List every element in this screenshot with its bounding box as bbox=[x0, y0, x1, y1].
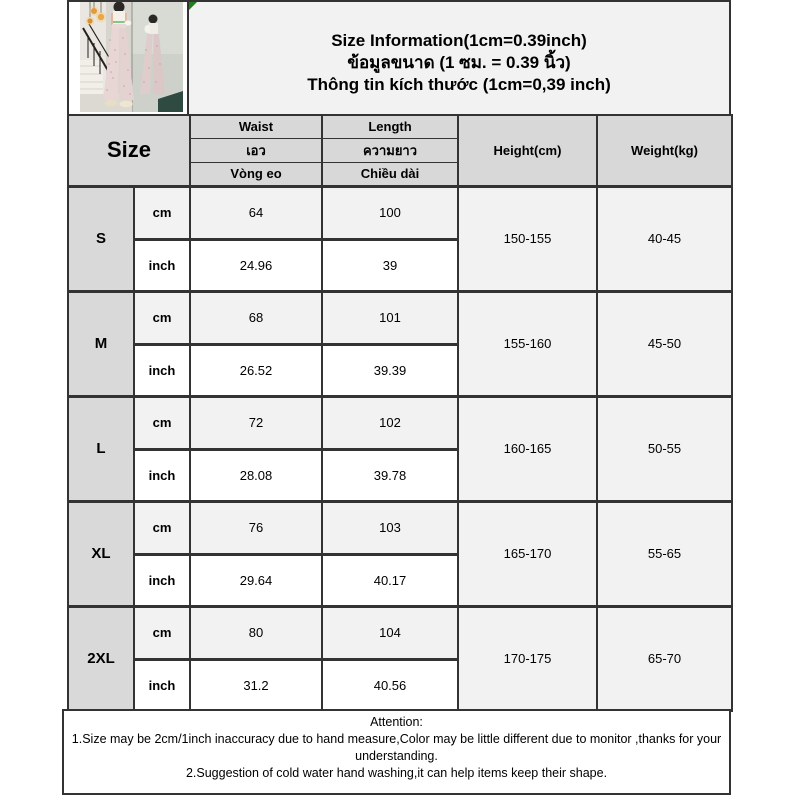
length-inch-cell: 39.39 bbox=[322, 344, 458, 396]
unit-cm-label: cm bbox=[134, 606, 190, 659]
waist-inch-cell: 29.64 bbox=[190, 554, 322, 606]
weight-cell: 55-65 bbox=[597, 501, 732, 606]
waist-header-vi: Vòng eo bbox=[190, 162, 322, 186]
attention-box bbox=[62, 709, 731, 795]
unit-inch-label: inch bbox=[134, 239, 190, 291]
size-cell: XL bbox=[68, 501, 134, 606]
header-row-en bbox=[68, 115, 732, 138]
waist-header-en: Waist bbox=[190, 115, 322, 138]
waist-inch-cell: 31.2 bbox=[190, 659, 322, 711]
product-photo-cell bbox=[67, 0, 189, 116]
unit-inch-label: inch bbox=[134, 449, 190, 501]
waist-cm-cell: 72 bbox=[190, 396, 322, 449]
waist-inch-cell: 28.08 bbox=[190, 449, 322, 501]
height-cell: 160-165 bbox=[458, 396, 597, 501]
waist-inch-cell: 26.52 bbox=[190, 344, 322, 396]
size-header: Size bbox=[68, 115, 190, 186]
length-header-th: ความยาว bbox=[322, 138, 458, 162]
length-cm-cell: 104 bbox=[322, 606, 458, 659]
unit-inch-label: inch bbox=[134, 659, 190, 711]
waist-cm-cell: 68 bbox=[190, 291, 322, 344]
waist-cm-cell: 64 bbox=[190, 186, 322, 239]
unit-cm-label: cm bbox=[134, 501, 190, 554]
size-cell: 2XL bbox=[68, 606, 134, 711]
size-cell: L bbox=[68, 396, 134, 501]
attention-heading: Attention: bbox=[370, 715, 423, 729]
length-cm-cell: 103 bbox=[322, 501, 458, 554]
green-corner-flag-icon bbox=[189, 2, 197, 10]
height-cell: 170-175 bbox=[458, 606, 597, 711]
unit-inch-label: inch bbox=[134, 344, 190, 396]
height-header: Height(cm) bbox=[458, 115, 597, 186]
length-inch-cell: 40.56 bbox=[322, 659, 458, 711]
title-thai: ข้อมูลขนาด (1 ซม. = 0.39 นิ้ว) bbox=[347, 53, 571, 72]
waist-header-th: เอว bbox=[190, 138, 322, 162]
unit-inch-label: inch bbox=[134, 554, 190, 606]
size-table bbox=[67, 114, 731, 712]
height-cell: 155-160 bbox=[458, 291, 597, 396]
height-cell: 150-155 bbox=[458, 186, 597, 291]
table-row-2xl-cm bbox=[68, 606, 732, 659]
length-inch-cell: 39.78 bbox=[322, 449, 458, 501]
attention-note-1: 1.Size may be 2cm/1inch inaccuracy due to hand measure,Color may be little different due to monitor ,thanks for your understanding. bbox=[71, 732, 722, 763]
weight-cell: 50-55 bbox=[597, 396, 732, 501]
attention-note-2: 2.Suggestion of cold water hand washing,it can help items keep their shape. bbox=[185, 766, 608, 780]
length-header-vi: Chiều dài bbox=[322, 162, 458, 186]
size-cell: S bbox=[68, 186, 134, 291]
length-inch-cell: 40.17 bbox=[322, 554, 458, 606]
table-row-m-cm bbox=[68, 291, 732, 344]
length-cm-cell: 100 bbox=[322, 186, 458, 239]
weight-cell: 45-50 bbox=[597, 291, 732, 396]
unit-cm-label: cm bbox=[134, 186, 190, 239]
product-photo-image bbox=[80, 2, 183, 112]
length-inch-cell: 39 bbox=[322, 239, 458, 291]
size-cell: M bbox=[68, 291, 134, 396]
weight-cell: 40-45 bbox=[597, 186, 732, 291]
title-vietnamese: Thông tin kích thước (1cm=0,39 inch) bbox=[307, 75, 611, 94]
waist-cm-cell: 80 bbox=[190, 606, 322, 659]
length-header-en: Length bbox=[322, 115, 458, 138]
table-row-s-cm bbox=[68, 186, 732, 239]
length-cm-cell: 101 bbox=[322, 291, 458, 344]
title-cell bbox=[187, 0, 731, 116]
table-row-l-cm bbox=[68, 396, 732, 449]
waist-cm-cell: 76 bbox=[190, 501, 322, 554]
unit-cm-label: cm bbox=[134, 396, 190, 449]
waist-inch-cell: 24.96 bbox=[190, 239, 322, 291]
length-cm-cell: 102 bbox=[322, 396, 458, 449]
height-cell: 165-170 bbox=[458, 501, 597, 606]
unit-cm-label: cm bbox=[134, 291, 190, 344]
weight-header: Weight(kg) bbox=[597, 115, 732, 186]
title-english: Size Information(1cm=0.39inch) bbox=[331, 31, 587, 50]
table-row-xl-cm bbox=[68, 501, 732, 554]
weight-cell: 65-70 bbox=[597, 606, 732, 711]
